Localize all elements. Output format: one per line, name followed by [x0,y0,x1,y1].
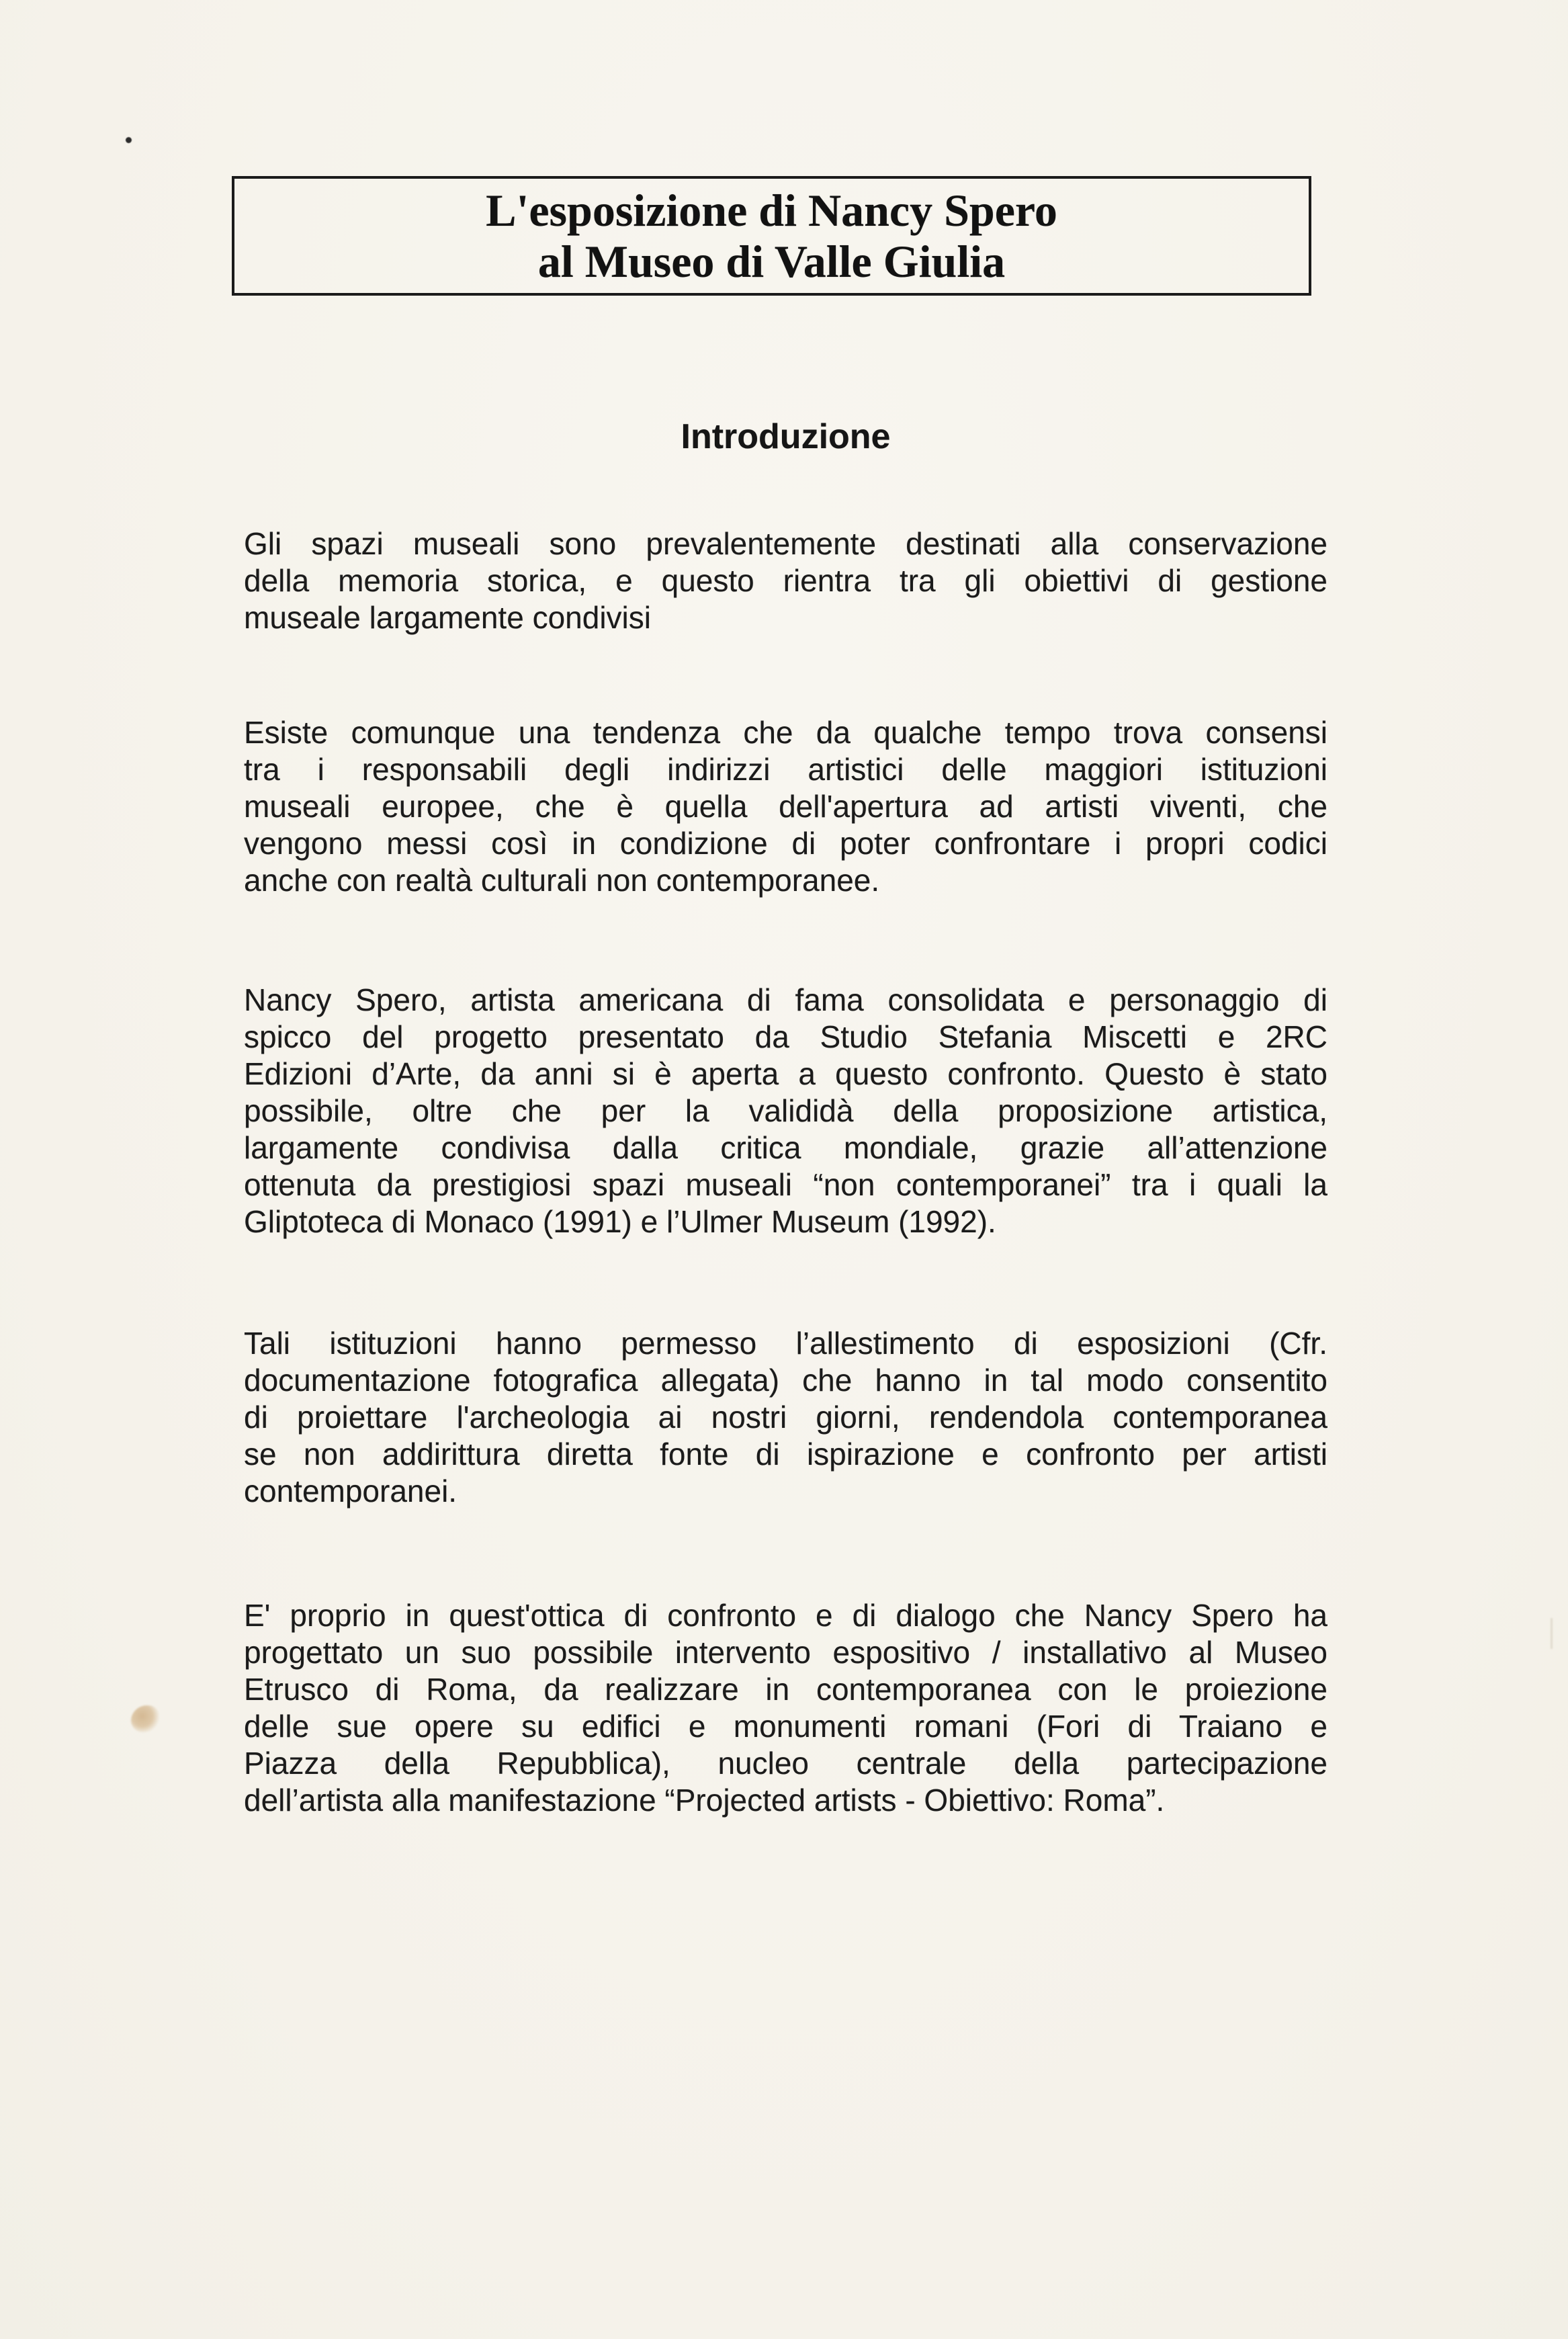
paragraph-3-line-3: Edizioni d’Arte, da anni si è aperta a questo confronto. Questo è stato [244,1056,1327,1091]
paragraph-5-line-6: dell’artista alla manifestazione “Projected artists - Obiettivo: Roma”. [244,1783,1165,1818]
scan-crease [1551,1618,1553,1649]
paragraph-3 [244,982,1327,1240]
paragraph-3-line-6: ottenuta da prestigiosi spazi museali “non contemporanei” tra i quali la [244,1167,1327,1202]
paragraph-5-line-3: Etrusco di Roma, da realizzare in contemporanea con le proiezione [244,1672,1327,1707]
document-title-line-2: al Museo di Valle Giulia [537,236,1006,287]
paragraph-1-line-3: museale largamente condivisi [244,600,651,635]
paragraph-1-line-1: Gli spazi museali sono prevalentemente destinati alla conservazione [244,526,1327,561]
paragraph-4-line-4: se non addirittura diretta fonte di ispirazione e confronto per artisti [244,1437,1327,1472]
paragraph-3-line-4: possibile, oltre che per la valididà della proposizione artistica, [244,1093,1327,1128]
paragraph-1 [244,525,1327,636]
paragraph-4-line-2: documentazione fotografica allegata) che hanno in tal modo consentito [244,1363,1327,1398]
document-title-line-1: L'esposizione di Nancy Spero [486,185,1057,236]
paragraph-2-line-3: museali europee, che è quella dell'apertura ad artisti viventi, che [244,789,1327,824]
paragraph-5-line-4: delle sue opere su edifici e monumenti romani (Fori di Traiano e [244,1709,1327,1744]
paragraph-4-line-3: di proiettare l'archeologia ai nostri giorni, rendendola contemporanea [244,1400,1327,1435]
paragraph-2 [244,714,1327,899]
paragraph-4-line-5: contemporanei. [244,1474,458,1508]
paragraph-1-line-2: della memoria storica, e questo rientra tra gli obiettivi di gestione [244,563,1327,598]
paragraph-4 [244,1325,1327,1510]
paragraph-2-line-2: tra i responsabili degli indirizzi artistici delle maggiori istituzioni [244,752,1327,787]
paragraph-4-line-1: Tali istituzioni hanno permesso l’allestimento di esposizioni (Cfr. [244,1326,1327,1361]
paper-stain [131,1705,159,1732]
paragraph-2-line-5: anche con realtà culturali non contemporanee. [244,863,880,898]
paragraph-2-line-4: vengono messi così in condizione di poter confrontare i propri codici [244,826,1327,861]
paragraph-5-line-5: Piazza della Repubblica), nucleo centrale della partecipazione [244,1746,1327,1781]
ink-speck [126,137,132,143]
paragraph-3-line-2: spicco del progetto presentato da Studio Stefania Miscetti e 2RC [244,1019,1327,1054]
paragraph-5-line-1: E' proprio in quest'ottica di confronto e di dialogo che Nancy Spero ha [244,1598,1327,1633]
paragraph-3-line-5: largamente condivisa dalla critica mondiale, grazie all’attenzione [244,1130,1327,1165]
paragraph-5 [244,1597,1327,1819]
section-heading: Introduzione [681,417,891,456]
paragraph-3-line-1: Nancy Spero, artista americana di fama consolidata e personaggio di [244,982,1327,1017]
document-title-box [232,176,1311,296]
paragraph-5-line-2: progettato un suo possibile intervento espositivo / installativo al Museo [244,1635,1327,1670]
paragraph-3-line-7: Gliptoteca di Monaco (1991) e l’Ulmer Museum (1992). [244,1204,996,1239]
paragraph-2-line-1: Esiste comunque una tendenza che da qualche tempo trova consensi [244,715,1327,750]
